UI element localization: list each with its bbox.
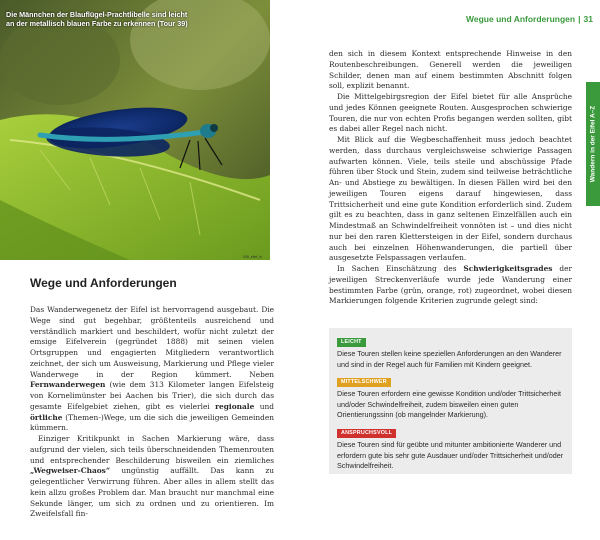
difficulty-box <box>329 328 572 474</box>
difficulty-tag: LEICHT <box>337 338 366 347</box>
caption-line: an der metallisch blauen Farbe zu erkennen (Tour 39) <box>6 19 188 29</box>
page-number: 31 <box>583 14 593 24</box>
chapter-tab <box>586 82 600 206</box>
difficulty-tag: ANSPRUCHSVOLL <box>337 429 396 438</box>
difficulty-tag: MITTELSCHWER <box>337 378 391 387</box>
difficulty-description: Diese Touren erfordern eine gewisse Kondition und/oder Trittsicherheit und/oder Schwindelfreiheit, zudem bisweilen einen guten Orientierungssinn (ob mangelnder Markierung). <box>337 389 562 420</box>
paragraph: den sich in diesem Kontext entsprechende Hinweise in den Routenbeschreibungen. Generell werden die jeweiligen Schilder, denen man auf einem bestimmten Abschnitt folgen soll, explizit benannt. <box>329 49 572 91</box>
header-separator: | <box>578 14 581 24</box>
section-heading: Wege und Anforderungen <box>30 276 177 290</box>
running-header <box>466 14 593 24</box>
header-section: Wegue und Anforderungen <box>466 14 576 24</box>
left-column <box>30 305 274 520</box>
paragraph: Mit Blick auf die Wegbeschaffenheit muss jedoch beachtet werden, dass durchaus vergleichsweise schwierige Passagen aufwarten können. Viele, teils steile und abschüssige Pfade führen über Stock und Stein, zudem sind teilweise beträchtliche An- und Abstiege zu bewältigen. In diesen Fällen wird bei den jeweiligen Touren eigens darauf hingewiesen, dass Trittsicherheit und eine gute Kondition erforderlich sind. Zudem gilt es zu beachten, dass in ganz seltenen Einzelfällen auch ein Mindestmaß an Schwindelfreiheit vonnöten ist – und dies nicht nur bei den raren Klettersteigen in der Eifel, sondern durchaus auch bei einzelnen Höhenwanderungen, die partiell über ausgesetzte Felspassagen verlaufen. <box>329 135 572 263</box>
paragraph: Die Mittelgebirgsregion der Eifel bietet für alle Ansprüche und jedes Können geeignete Routen. Ausgesprochen schwierige Touren, die nur von echten Profis begangen werden sollten, gibt es dabei aller Regel nach nicht. <box>329 92 572 134</box>
caption-line: Die Männchen der Blauflügel-Prachtlibelle sind leicht <box>6 10 188 19</box>
photo-credit: 039_eifel_ln <box>243 255 262 259</box>
difficulty-level-hard <box>337 427 564 472</box>
difficulty-description: Diese Touren stellen keine speziellen Anforderungen an den Wanderer und sind in der Regel auch für Familien mit Kindern geeignet. <box>337 349 562 369</box>
paragraph: Einziger Kritikpunkt in Sachen Markierung wäre, dass aufgrund der vielen, sich teils überschneidenden Themenrouten und entsprechender Beschilderung bisweilen ein ziemliches „Wegweiser-Chaos“ ungünstig auffällt. Das kann zu gelegentlicher Verwirrung führen. Aber alles in allem stellt das kein allzu großes Problem dar. Man braucht nur manchmal eine Sekunde länger, um sich zu ordnen und zu orientieren. Im Zweifelsfall fin- <box>30 434 274 519</box>
difficulty-level-medium <box>337 376 564 421</box>
paragraph: Das Wanderwegenetz der Eifel ist hervorragend ausgebaut. Die Wege sind gut begehbar, größtenteils ausreichend und verständlich markiert und beschildert, wofür nicht zuletzt der emsige Eifelverein (gegründet 1888) mit seinen vielen Ortsgruppen und engagierten Mitgliedern verantwortlich zeichnet, der sich um Ausweisung, Markierung und Pflege vieler Wanderwege in der Region kümmert. Neben Fernwanderwegen (wie dem 313 Kilometer langen Eifelsteig von Kornelimünster bei Aachen bis Trier), die sich durch das gesamte Eifelgebiet ziehen, gibt es vielerlei regionale und örtliche (Themen-)Wege, um die sich die jeweiligen Gemeinden kümmern. <box>30 305 274 433</box>
chapter-tab-label: Wandern in der Eifel A–Z <box>589 105 597 183</box>
paragraph: In Sachen Einschätzung des Schwierigkeitsgrades der jeweiligen Streckenverläufe wurde jede Wanderung einer bestimmten Farbe (grün, orange, rot) zugeordnet, wobei diesen Markierungen folgende Kriterien zugrunde gelegt sind: <box>329 264 572 306</box>
difficulty-level-easy <box>337 336 564 370</box>
dragonfly-image <box>0 0 270 260</box>
photo-caption <box>6 10 246 29</box>
dragonfly-photo <box>0 0 270 260</box>
right-column <box>329 49 572 307</box>
difficulty-description: Diese Touren sind für geübte und mitunter ambitionierte Wanderer und erfordern gute bis sehr gute Ausdauer und/oder Trittsicherheit und/oder Schwindelfreiheit. <box>337 439 564 471</box>
